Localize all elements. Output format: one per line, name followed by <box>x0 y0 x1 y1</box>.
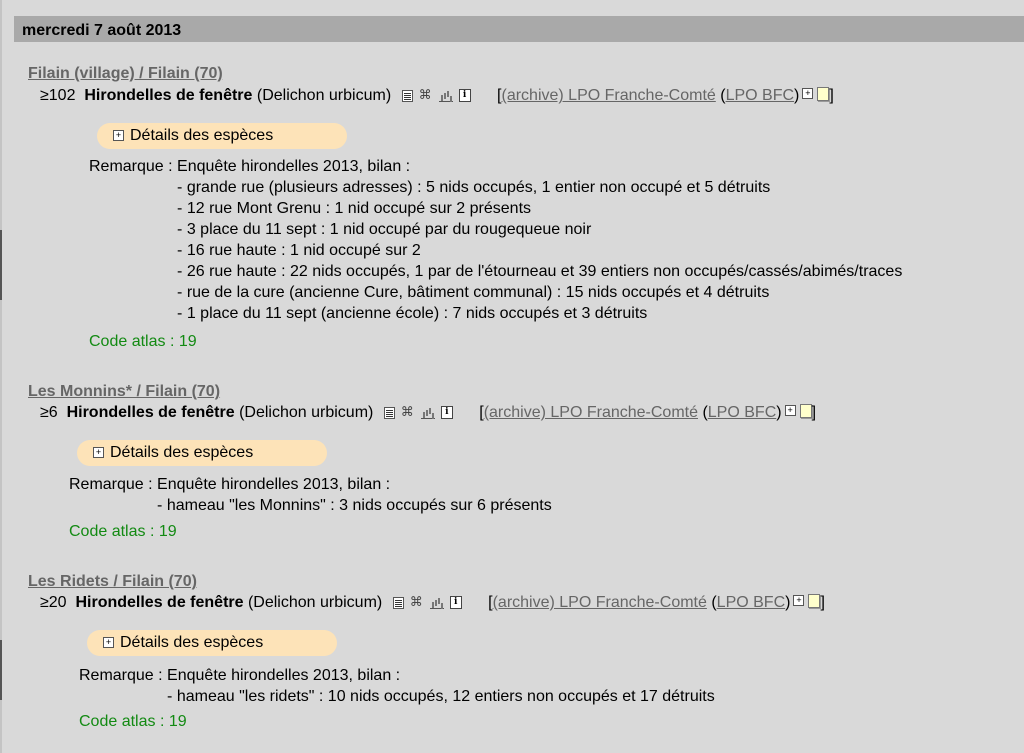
species-details-toggle[interactable] <box>87 630 337 656</box>
observation-icons <box>384 404 459 422</box>
species-latin: (Delichon urbicum) <box>256 87 392 105</box>
observation-line <box>40 87 834 105</box>
remark-line: - grande rue (plusieurs adresses) : 5 nids occupés, 1 entier non occupé et 5 détruits <box>177 179 771 196</box>
count: ≥20 <box>40 594 67 612</box>
list-icon[interactable] <box>402 90 413 102</box>
chart-icon[interactable] <box>439 89 453 102</box>
expand-icon: + <box>113 130 124 141</box>
remark-line: - 26 rue haute : 22 nids occupés, 1 par de l'étourneau et 39 entiers non occupés/cassés/abimés/traces <box>177 263 903 280</box>
source-archive-link[interactable]: (archive) LPO Franche-Comté <box>492 594 707 612</box>
expand-icon[interactable]: + <box>785 405 796 416</box>
remark-text <box>157 474 552 516</box>
species-details-toggle[interactable] <box>77 440 327 466</box>
info-icon[interactable]: i <box>441 406 453 419</box>
remark-line: - 16 rue haute : 1 nid occupé sur 2 <box>177 242 421 259</box>
remark-label: Remarque : <box>69 476 153 493</box>
observation-line <box>40 594 825 612</box>
left-edge-bar <box>0 0 2 753</box>
source-archive-link[interactable]: (archive) LPO Franche-Comté <box>501 87 716 105</box>
species-name: Hirondelles de fenêtre <box>84 87 253 105</box>
remark <box>69 474 552 516</box>
source: [(archive) LPO Franche-Comté (LPO BFC) + ] <box>479 404 817 422</box>
expand-icon[interactable]: + <box>793 595 804 606</box>
species-name: Hirondelles de fenêtre <box>66 404 235 422</box>
remark-label: Remarque : <box>89 158 173 175</box>
remark-line: - 12 rue Mont Grenu : 1 nid occupé sur 2 présents <box>177 200 532 217</box>
source: [(archive) LPO Franche-Comté (LPO BFC) + ] <box>497 87 834 105</box>
chart-icon[interactable] <box>421 406 435 419</box>
remark-label: Remarque : <box>79 667 163 684</box>
count: ≥6 <box>40 404 58 422</box>
details-label: Détails des espèces <box>120 634 264 651</box>
details-label: Détails des espèces <box>130 127 274 144</box>
note-icon[interactable] <box>817 87 829 101</box>
remark-line: Enquête hirondelles 2013, bilan : <box>177 158 411 175</box>
map-icon[interactable] <box>401 407 415 419</box>
location-link[interactable]: Les Monnins* / Filain (70) <box>28 383 221 400</box>
location-link[interactable]: Les Ridets / Filain (70) <box>28 573 197 590</box>
remark-line: Enquête hirondelles 2013, bilan : <box>157 476 391 493</box>
expand-icon: + <box>103 637 114 648</box>
remark <box>79 665 715 707</box>
remark <box>89 156 902 324</box>
atlas-code: Code atlas : 19 <box>79 713 187 730</box>
chart-icon[interactable] <box>430 596 444 609</box>
expand-icon: + <box>93 447 104 458</box>
note-icon[interactable] <box>800 404 812 418</box>
remark-line: - hameau "les ridets" : 10 nids occupés, 12 entiers non occupés et 17 détruits <box>167 688 715 705</box>
list-icon[interactable] <box>393 597 404 609</box>
map-icon[interactable] <box>419 90 433 102</box>
left-edge-marker <box>0 640 2 700</box>
map-icon[interactable] <box>410 597 424 609</box>
location-link[interactable]: Filain (village) / Filain (70) <box>28 65 223 82</box>
info-icon[interactable]: i <box>459 89 471 102</box>
count: ≥102 <box>40 87 76 105</box>
observation-icons <box>402 87 477 105</box>
species-name: Hirondelles de fenêtre <box>75 594 244 612</box>
atlas-code: Code atlas : 19 <box>69 523 177 540</box>
remark-line: - 1 place du 11 sept (ancienne école) : 7 nids occupés et 3 détruits <box>177 305 648 322</box>
left-edge-marker <box>0 230 2 300</box>
source-archive-link[interactable]: (archive) LPO Franche-Comté <box>483 404 698 422</box>
note-icon[interactable] <box>808 594 820 608</box>
atlas-code: Code atlas : 19 <box>89 333 197 350</box>
remark-line: - hameau "les Monnins" : 3 nids occupés sur 6 présents <box>157 497 552 514</box>
species-latin: (Delichon urbicum) <box>247 594 383 612</box>
remark-text <box>167 665 715 707</box>
info-icon[interactable]: i <box>450 596 462 609</box>
expand-icon[interactable]: + <box>802 88 813 99</box>
source-org-link[interactable]: LPO BFC <box>707 404 777 422</box>
observation-line <box>40 404 816 422</box>
remark-line: - rue de la cure (ancienne Cure, bâtiment communal) : 15 nids occupés et 4 détruits <box>177 284 770 301</box>
list-icon[interactable] <box>384 407 395 419</box>
source-org-link[interactable]: LPO BFC <box>716 594 786 612</box>
date-header: mercredi 7 août 2013 <box>14 16 1024 42</box>
remark-line: - 3 place du 11 sept : 1 nid occupé par du rougequeue noir <box>177 221 592 238</box>
species-details-toggle[interactable] <box>97 123 347 149</box>
remark-line: Enquête hirondelles 2013, bilan : <box>167 667 401 684</box>
species-latin: (Delichon urbicum) <box>239 404 374 422</box>
remark-text <box>177 156 902 324</box>
observation-icons <box>393 594 468 612</box>
details-label: Détails des espèces <box>110 444 254 461</box>
source-org-link[interactable]: LPO BFC <box>725 87 795 105</box>
source: [(archive) LPO Franche-Comté (LPO BFC) + ] <box>488 594 825 612</box>
